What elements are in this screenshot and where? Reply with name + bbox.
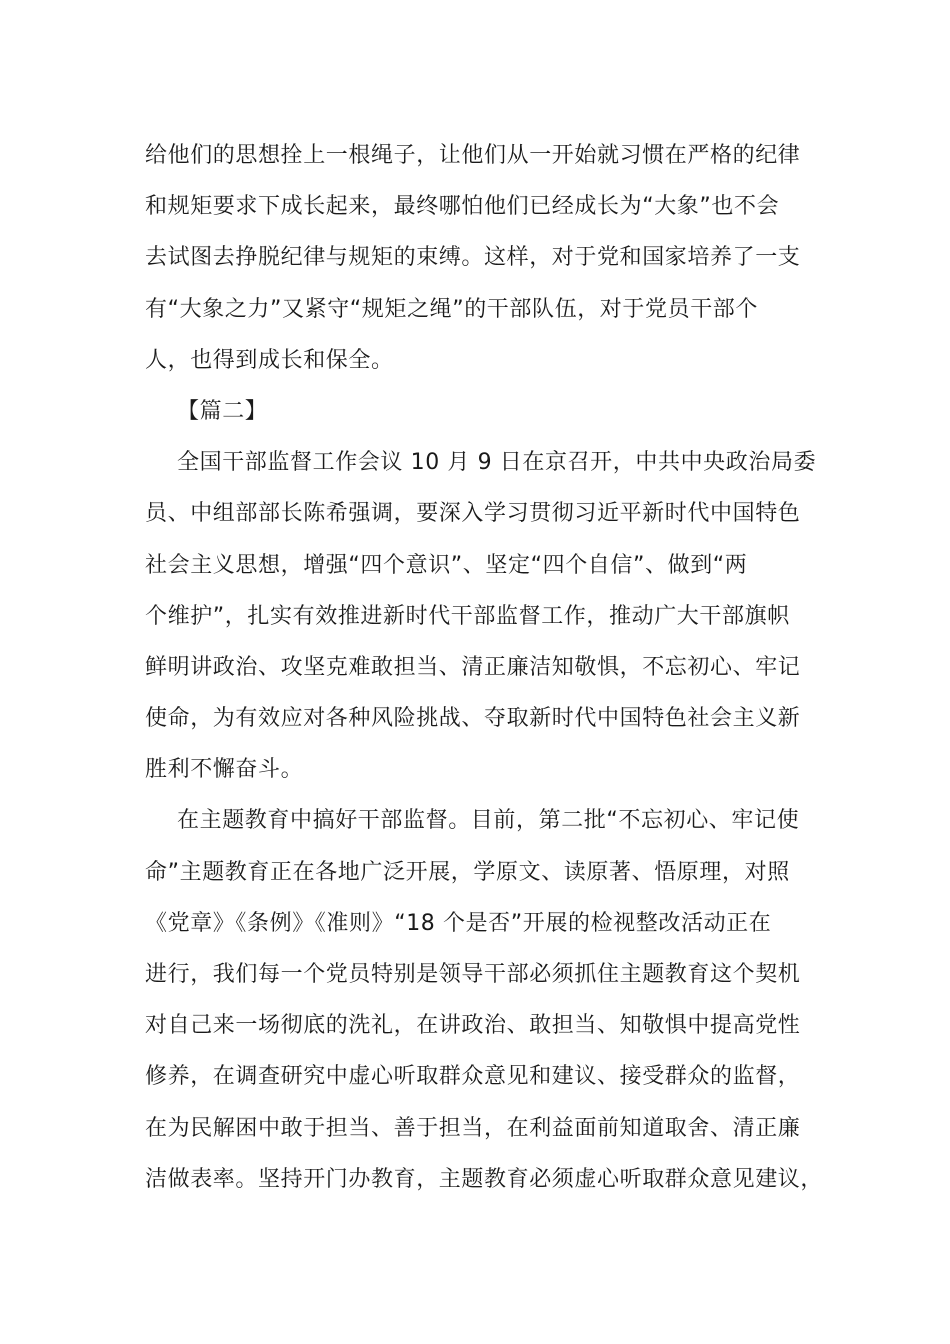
text-line: 有“大象之力”又紧守“规矩之绳”的干部队伍，对于党员干部个 xyxy=(145,296,758,322)
text-line: 给他们的思想拴上一根绳子，让他们从一开始就习惯在严格的纪律 xyxy=(145,143,801,168)
text-line: 在主题教育中搞好干部监督。目前，第二批“不忘初心、牢记使 xyxy=(177,808,800,834)
text-line: 个维护”，扎实有效推进新时代干部监督工作，推动广大干部旗帜 xyxy=(145,603,790,629)
text-line: 去试图去挣脱纪律与规矩的束缚。这样，对于党和国家培养了一支 xyxy=(145,245,801,271)
text-line: 洁做表率。坚持开门办教育，主题教育必须虚心听取群众意见建议， xyxy=(145,1166,824,1192)
text-line: 人，也得到成长和保全。 xyxy=(145,347,394,373)
text-line: 胜利不懈奋斗。 xyxy=(145,757,304,783)
text-line: 员、中组部部长陈希强调，要深入学习贯彻习近平新时代中国特色 xyxy=(145,501,801,527)
text-line: 社会主义思想，增强“四个意识”、坚定“四个自信”、做到“两 xyxy=(145,552,748,578)
text-line: 在为民解困中敢于担当、善于担当，在利益面前知道取舍、清正廉 xyxy=(145,1115,801,1141)
section-heading: 【篇二】 xyxy=(177,398,268,424)
text-line: 《党章》《条例》《准则》“18 个是否”开展的检视整改活动正在 xyxy=(145,910,772,936)
text-line: 全国干部监督工作会议 10 月 9 日在京召开，中共中央政治局委 xyxy=(177,450,817,476)
text-line: 使命，为有效应对各种风险挑战、夺取新时代中国特色社会主义新 xyxy=(145,706,801,732)
text-line: 修养，在调查研究中虚心听取群众意见和建议、接受群众的监督， xyxy=(145,1064,801,1090)
text-line: 对自己来一场彻底的洗礼，在讲政治、敢担当、知敬惧中提高党性 xyxy=(145,1013,801,1039)
document-body xyxy=(145,130,824,1205)
text-line: 鲜明讲政治、攻坚克难敢担当、清正廉洁知敬惧，不忘初心、牢记 xyxy=(145,654,801,680)
text-line: 进行，我们每一个党员特别是领导干部必须抓住主题教育这个契机 xyxy=(145,962,801,987)
text-line: 和规矩要求下成长起来，最终哪怕他们已经成长为“大象”也不会 xyxy=(145,194,780,220)
text-line: 命”主题教育正在各地广泛开展，学原文、读原著、悟原理，对照 xyxy=(145,859,790,885)
